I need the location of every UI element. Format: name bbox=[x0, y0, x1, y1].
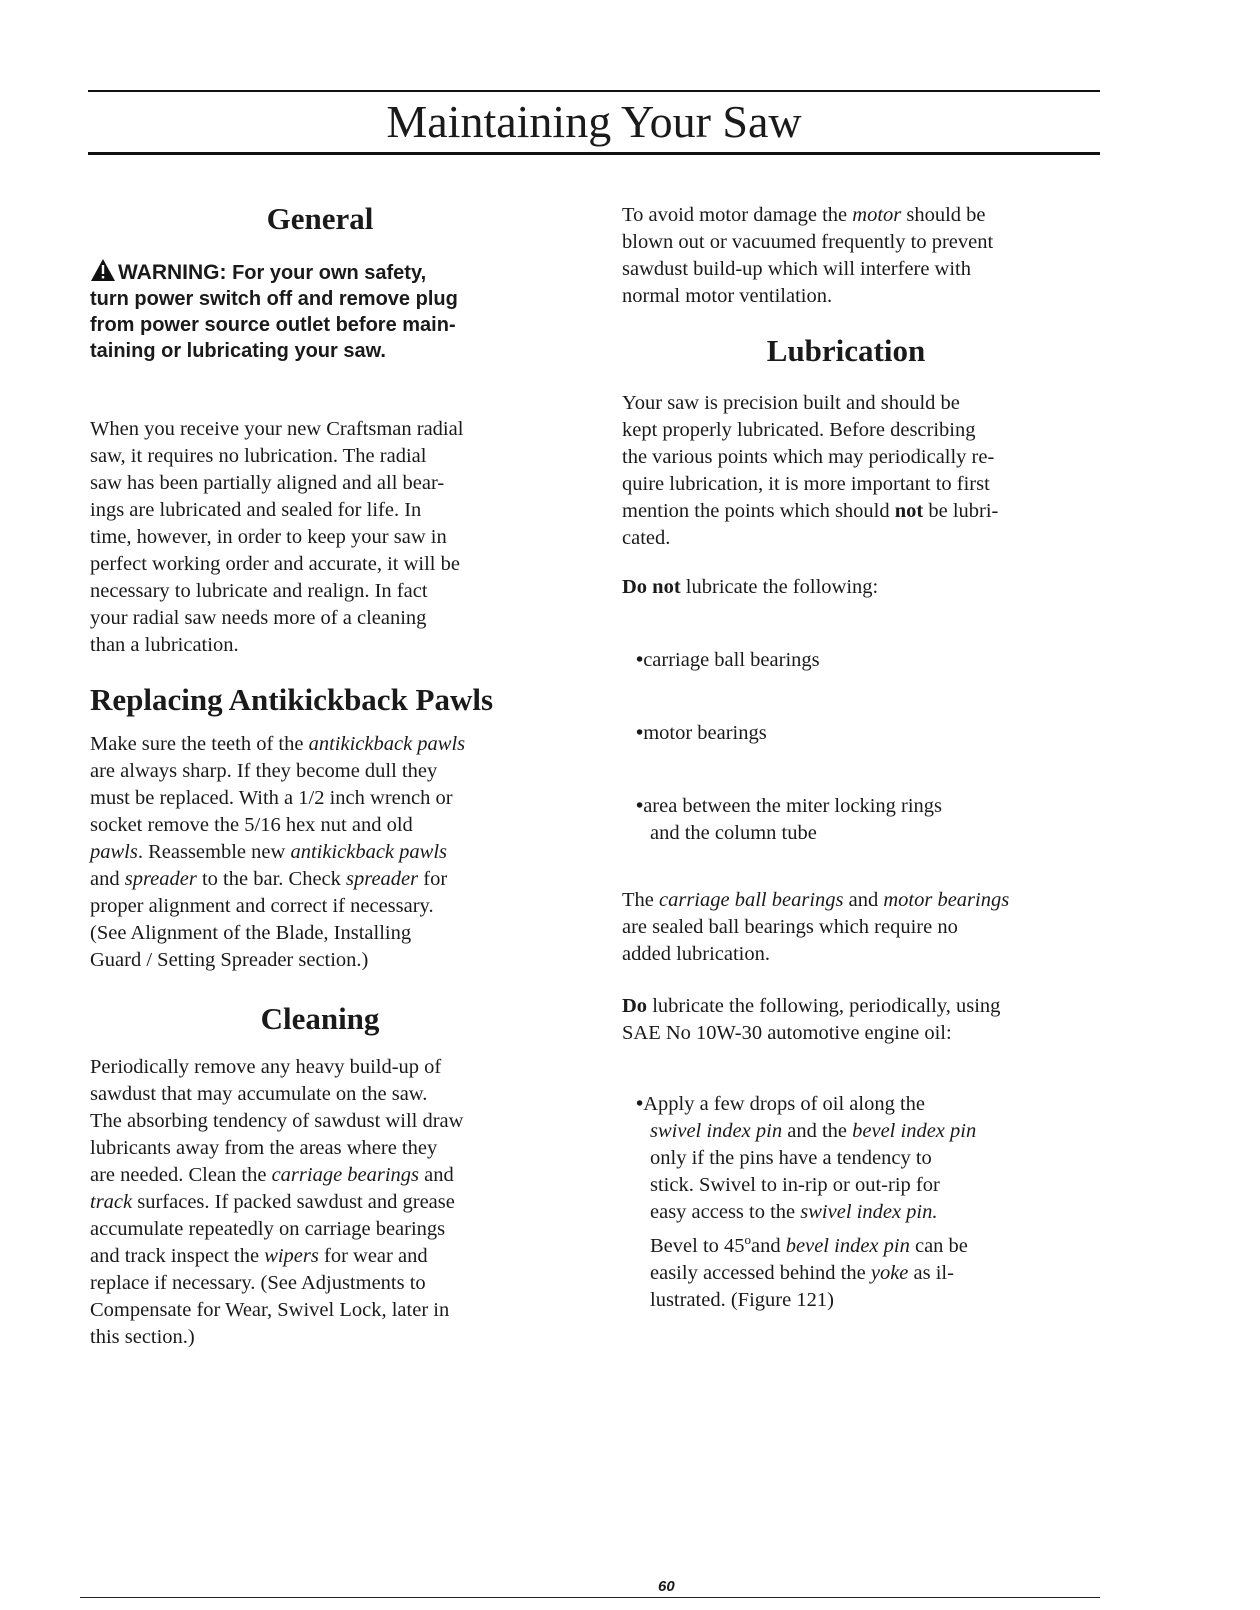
general-paragraph: When you receive your new Craftsman radial saw, it requires no lubrication. The radial saw has been partially aligned and all bear- ings are lubricated and sealed for life. In time, however, in order to keep your saw in perfect working order and accurate, it will be necessary to lubricate and realign. In fact your radial saw needs more of a cleaning than a lubrication. bbox=[90, 418, 464, 656]
list-item: •carriage ball bearings bbox=[636, 649, 820, 671]
page-title: Maintaining Your Saw bbox=[386, 96, 802, 147]
sealed-bearings-paragraph: The carriage ball bearings and motor bearings are sealed ball bearings which require no added lubrication. bbox=[622, 889, 1010, 965]
warning-line-3: from power source outlet before main- bbox=[90, 314, 456, 336]
list-item: •area between the miter locking rings and the column tube bbox=[636, 795, 943, 844]
lubrication-paragraph: Your saw is precision built and should be kept properly lubricated. Before describing the various points which may periodically re- quire lubrication, it is more important to first mention the points which should not be lubri- cated. bbox=[622, 392, 999, 549]
do-lubricate-paragraph: Do lubricate the following, periodically, using SAE No 10W-30 automotive engine oil: bbox=[622, 995, 1001, 1044]
page-number: 60 bbox=[658, 1578, 675, 1595]
general-heading: General bbox=[266, 201, 374, 236]
left-column bbox=[90, 200, 560, 1351]
warning-label: WARNING: bbox=[118, 261, 227, 284]
right-column bbox=[622, 200, 1100, 1314]
warning-line-4: taining or lubricating your saw. bbox=[90, 340, 386, 362]
motor-paragraph: To avoid motor damage the motor should be blown out or vacuumed frequently to prevent sawdust build-up which will interfere with normal motor ventilation. bbox=[622, 204, 994, 307]
apply-oil-item: •Apply a few drops of oil along the swivel index pin and the bevel index pin only if the pins have a tendency to stick. Swivel to in-rip or out-rip for easy access to the swivel index pin. Bevel to 45$^o$and bevel index pin can be easily accessed behind the yoke as il- lustrated. (Figure 121) bbox=[636, 1093, 977, 1311]
cleaning-heading: Cleaning bbox=[260, 1001, 380, 1036]
footer bbox=[88, 1578, 1100, 1598]
pawls-paragraph: Make sure the teeth of the antikickback pawls are always sharp. If they become dull they must be replaced. With a 1/2 inch wrench or socket remove the 5/16 hex nut and old pawls. Reassemble new antikickback pawls and spreader to the bar. Check spreader for proper alignment and correct if necessary. (See Alignment of the Blade, Installing Guard / Setting Spreader section.) bbox=[90, 733, 466, 971]
warning-line-2: turn power switch off and remove plug bbox=[90, 288, 458, 310]
warning-triangle-icon bbox=[90, 258, 116, 282]
warning-line-1: WARNING: For your own safety, bbox=[90, 258, 560, 286]
warning-notice bbox=[90, 258, 560, 364]
do-not-list bbox=[622, 647, 1100, 847]
do-not-intro: Do not lubricate the following: bbox=[622, 576, 879, 598]
list-item: •motor bearings bbox=[636, 722, 767, 744]
lubrication-heading: Lubrication bbox=[766, 333, 926, 368]
footer-rule bbox=[80, 1597, 1100, 1598]
pawls-heading: Replacing Antikickback Pawls bbox=[90, 682, 494, 717]
title-underline bbox=[88, 152, 1100, 155]
top-rule bbox=[88, 90, 1100, 92]
cleaning-paragraph: Periodically remove any heavy build-up of sawdust that may accumulate on the saw. The absorbing tendency of sawdust will draw lubricants away from the areas where they are needed. Clean the carriage bearings and track surfaces. If packed sawdust and grease accumulate repeatedly on carriage bearings and track inspect the wipers for wear and replace if necessary. (See Adjustments to Compensate for Wear, Swivel Lock, later in this section.) bbox=[90, 1056, 464, 1348]
